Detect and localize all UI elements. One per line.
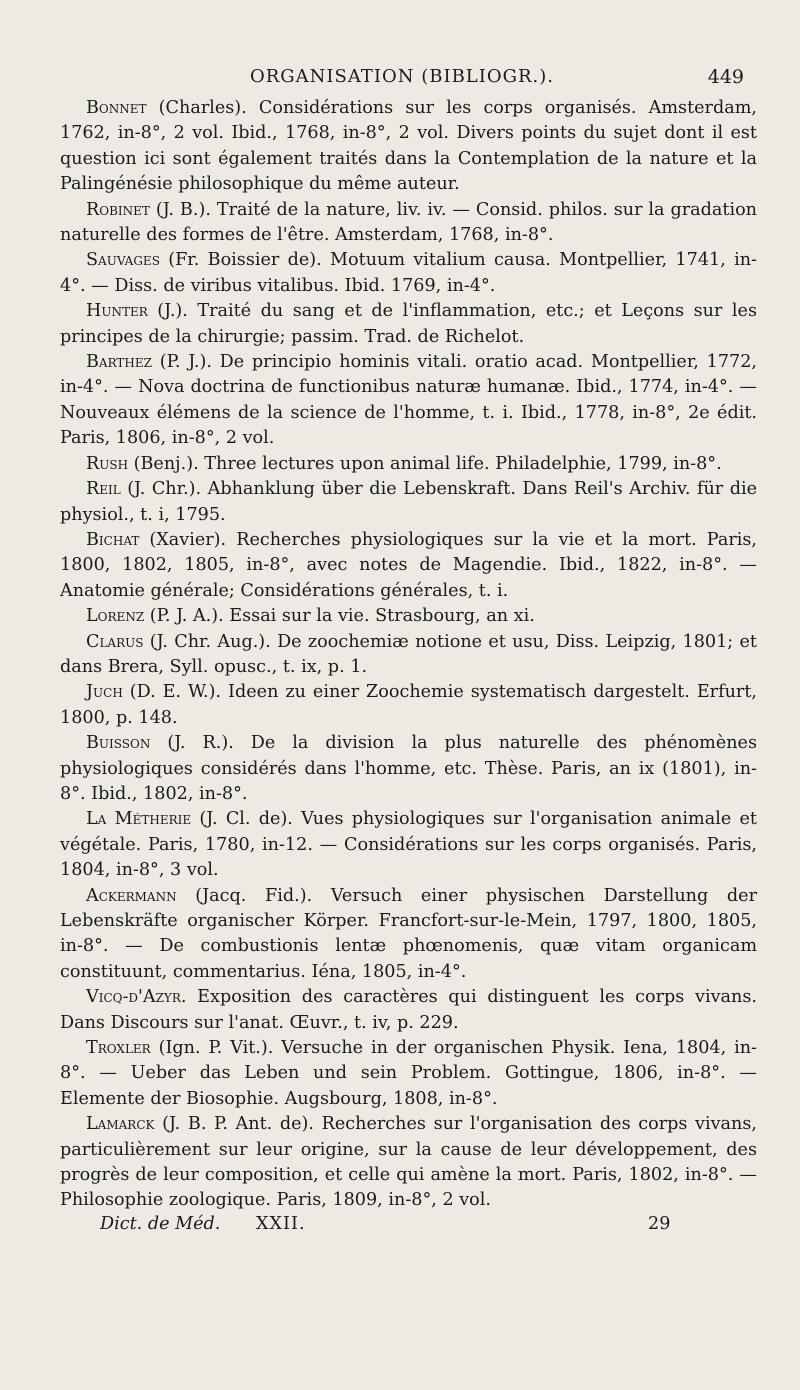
entry-text: (J. Chr. Aug.). De zoochemiæ notione et usu, Diss. Leipzig, 1801; et dans Brera, Syll. opusc., t. ix, p. 1. xyxy=(60,631,757,677)
entry-text: (Ign. P. Vit.). Versuche in der organischen Physik. Iena, 1804, in-8°. — Ueber das Leben und sein Problem. Gottingue, 1806, in-8°. — Elemente der Biosophie. Augsbourg, 1808, in-8°. xyxy=(60,1038,757,1109)
bibliography-entry xyxy=(60,477,757,528)
bibliography-entry xyxy=(60,807,757,883)
footer-signature: 29 xyxy=(648,1214,671,1234)
entry-text: (Xavier). Recherches physiologiques sur la vie et la mort. Paris, 1800, 1802, 1805, in-8°, avec notes de Magendie. Ibid., 1822, in-8°. — Anatomie générale; Considérations générales, t. i. xyxy=(60,529,757,601)
entry-text: (J.). Traité du sang et de l'inflammation, etc.; et Leçons sur les principes de la chirurgie; passim. Trad. de Richelot. xyxy=(60,301,757,347)
entry-author: Vicq-d'Azyr xyxy=(86,987,181,1008)
page-header xyxy=(60,60,744,100)
entry-author: Hunter xyxy=(86,301,148,322)
entry-text: (P. J.). De principio hominis vitali. oratio acad. Montpellier, 1772, in-4°. — Nova doctrina de functionibus naturæ humanæ. Ibid., 1774, in-4°. — Nouveaux élémens de la science de l'homme, t. i. Ibid., 1778, in-8°, 2e édit. Paris, 1806, in-8°, 2 vol. xyxy=(60,352,757,449)
entry-text: (J. B. P. Ant. de). Recherches sur l'organisation des corps vivans, particulièrement sur leur origine, sur la cause de leur développement, des progrès de leur composition, et celle qui amène la mort. Paris, 1802, in-8°. — Philosophie zoologique. Paris, 1809, in-8°, 2 vol. xyxy=(60,1114,757,1211)
entry-text: . Exposition des caractères qui distinguent les corps vivans. Dans Discours sur l'anat. Œuvr., t. iv, p. 229. xyxy=(60,987,757,1033)
bibliography-entry xyxy=(60,1112,757,1214)
entry-text: (J. Cl. de). Vues physiologiques sur l'organisation animale et végétale. Paris, 1780, in-12. — Considérations sur les corps organisés. Paris, 1804, in-8°, 3 vol. xyxy=(60,809,757,881)
entry-author: Ackermann xyxy=(86,885,177,906)
entry-author: Lorenz xyxy=(86,606,145,627)
entry-text: (D. E. W.). Ideen zu einer Zoochemie systematisch dargestelt. Erfurt, 1800, p. 148. xyxy=(60,682,757,728)
entry-author: Rush xyxy=(86,453,129,474)
bibliography-entry xyxy=(60,248,757,299)
bibliography-entry xyxy=(60,452,757,477)
entry-author: Reil xyxy=(86,479,121,500)
bibliography-entry xyxy=(60,350,757,452)
entry-text: (J. B.). Traité de la nature, liv. iv. — Consid. philos. sur la gradation naturelle des formes de l'être. Amsterdam, 1768, in-8°. xyxy=(60,199,757,246)
entry-author: Sauvages xyxy=(86,250,160,271)
bibliography-entry xyxy=(60,985,757,1036)
bibliography-entry xyxy=(60,731,757,807)
bibliography-entry xyxy=(60,630,757,681)
bibliography-entry xyxy=(60,604,757,629)
entry-text: (J. R.). De la division la plus naturelle des phénomènes physiologiques considérés dans l'homme, etc. Thèse. Paris, an ix (1801), in-8°. Ibid., 1802, in-8°. xyxy=(60,733,757,804)
page-number: 449 xyxy=(707,66,744,88)
footer-publication: Dict. de Méd. xyxy=(100,1214,221,1234)
entry-author: Bichat xyxy=(86,529,140,550)
entry-text: (Benj.). Three lectures upon animal life. Philadelphie, 1799, in-8°. xyxy=(128,453,722,474)
bibliography-entry xyxy=(60,96,757,198)
entry-text: (Jacq. Fid.). Versuch einer physischen Darstellung der Lebenskräfte organischer Körper. Francfort-sur-le-Mein, 1797, 1800, 1805, in-8°. — De combustionis lentæ phœnomenis, quæ vitam organicam constituunt, commentarius. Iéna, 1805, in-4°. xyxy=(60,885,757,982)
entry-text: (J. Chr.). Abhanklung über die Lebenskraft. Dans Reil's Archiv. für die physiol., t. i, 1795. xyxy=(60,479,757,525)
bibliography-entry xyxy=(60,680,757,731)
entry-author: Juch xyxy=(86,682,123,703)
bibliography-entry xyxy=(60,528,757,604)
entry-author: Clarus xyxy=(86,631,144,652)
entry-author: Bonnet xyxy=(86,98,147,118)
bibliography-entry xyxy=(60,299,757,350)
bibliography-entry xyxy=(60,1036,757,1112)
bibliography-entry xyxy=(60,198,757,249)
entry-author: La Métherie xyxy=(86,809,192,830)
bibliography-list xyxy=(60,96,757,1214)
entry-text: (Charles). Considérations sur les corps organisés. Amsterdam, 1762, in-8°, 2 vol. Ibid., 1768, in-8°, 2 vol. Divers points du sujet dont il est question ici sont également traités dans la Contemplation de la nature et la Palingénésie philosophique du même auteur. xyxy=(60,98,757,195)
footer-volume: XXII. xyxy=(256,1214,306,1234)
entry-author: Barthez xyxy=(86,352,152,373)
entry-author: Lamarck xyxy=(86,1114,155,1135)
page-footer xyxy=(60,1214,757,1254)
entry-author: Robinet xyxy=(86,199,150,220)
entry-author: Troxler xyxy=(86,1038,151,1059)
entry-text: (Fr. Boissier de). Motuum vitalium causa. Montpellier, 1741, in-4°. — Diss. de viribus vitalibus. Ibid. 1769, in-4°. xyxy=(60,250,757,296)
entry-text: (P. J. A.). Essai sur la vie. Strasbourg, an xi. xyxy=(144,606,535,627)
entry-author: Buisson xyxy=(86,733,151,754)
bibliography-entry xyxy=(60,884,757,986)
running-title: ORGANISATION (BIBLIOGR.). xyxy=(249,66,555,87)
